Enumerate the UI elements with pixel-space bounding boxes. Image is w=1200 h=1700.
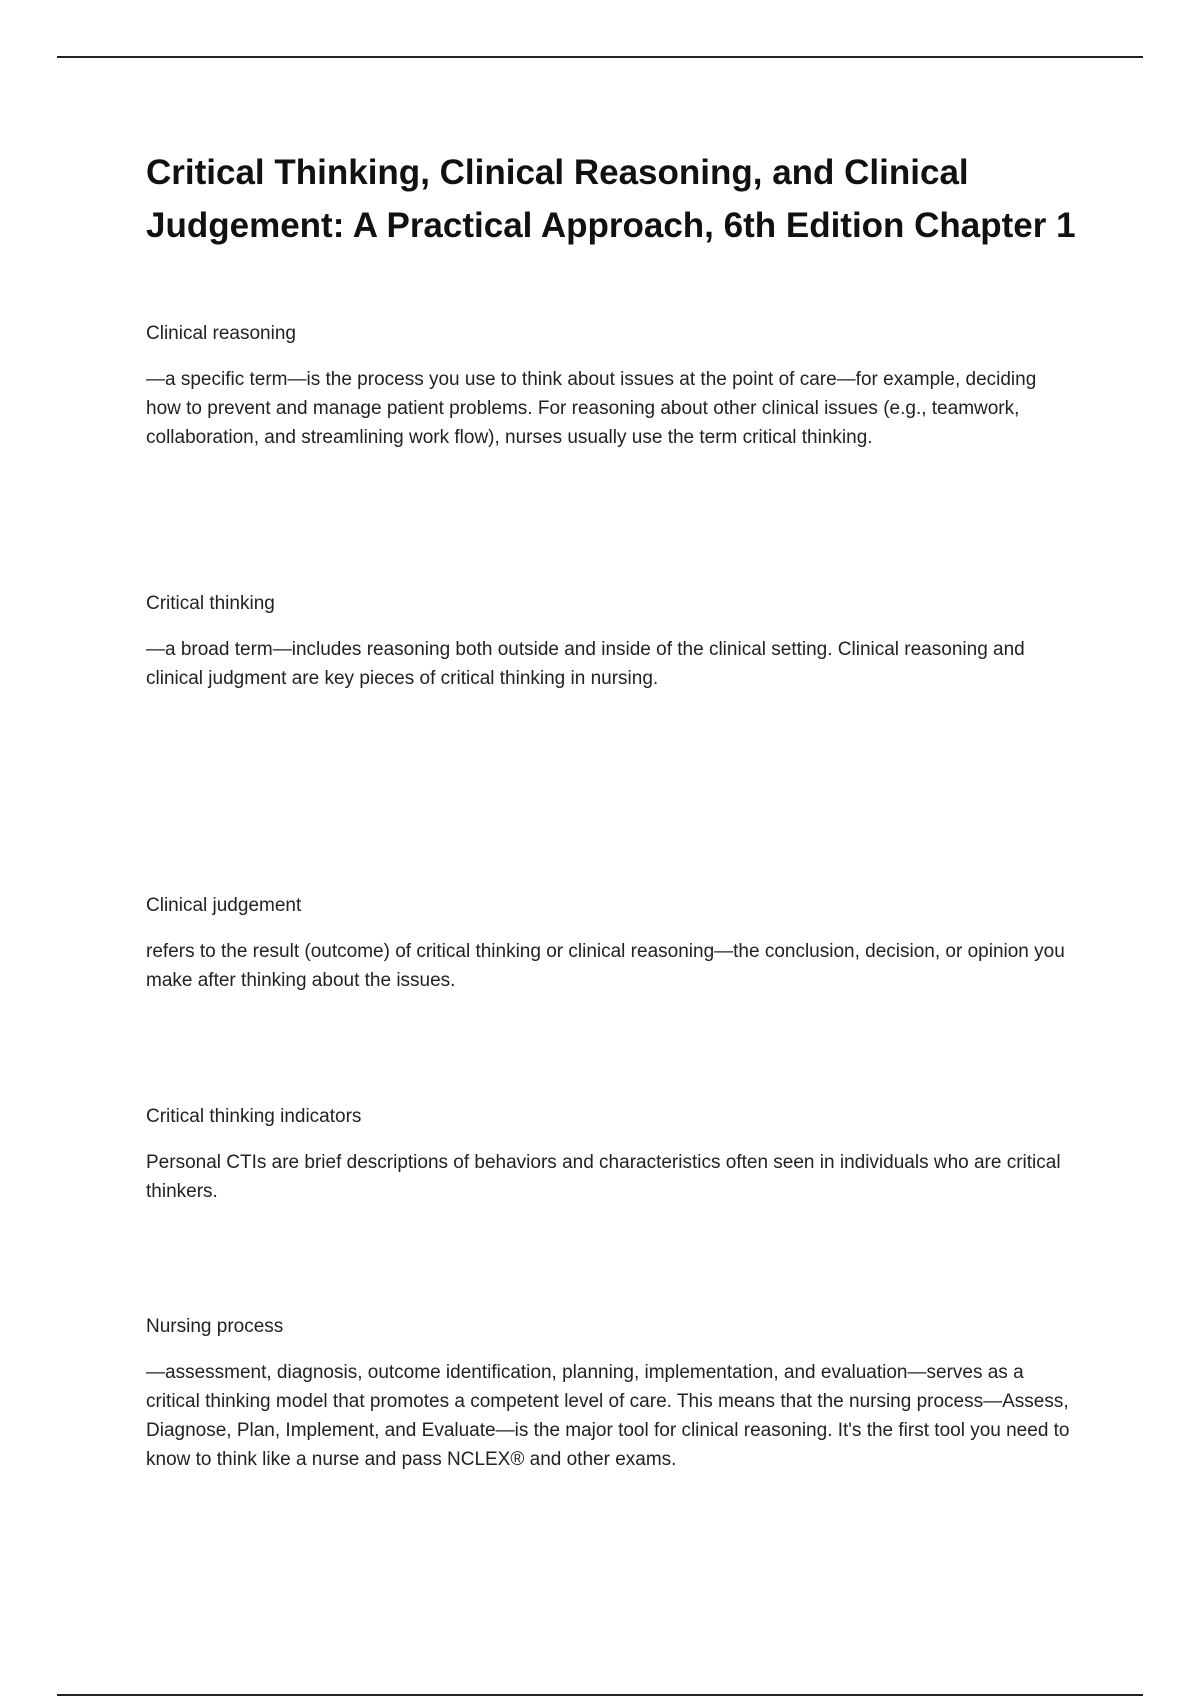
glossary-entry: [146, 893, 1076, 995]
bottom-rule: [57, 1694, 1143, 1696]
glossary-entry: [146, 321, 1076, 452]
entry-definition: refers to the result (outcome) of critical thinking or clinical reasoning—the conclusion, decision, or opinion you make after thinking about the issues.: [146, 941, 1065, 991]
entry-definition: —a specific term—is the process you use to think about issues at the point of care—for example, deciding how to prevent and manage patient problems. For reasoning about other clinical issues (e.g., teamwork, collaboration, and streamlining work flow), nurses usually use the term critical thinking.: [146, 369, 1037, 448]
glossary-entry: [146, 1314, 1076, 1474]
glossary-entry: [146, 1104, 1076, 1206]
entry-term: Clinical reasoning: [146, 323, 296, 344]
entry-term: Nursing process: [146, 1316, 284, 1337]
top-rule: [57, 56, 1143, 58]
glossary-entry: [146, 591, 1076, 693]
document-title: Critical Thinking, Clinical Reasoning, and Clinical Judgement: A Practical Approach, 6th Edition Chapter 1: [146, 153, 1076, 245]
entry-term: Critical thinking indicators: [146, 1106, 362, 1127]
entry-term: Clinical judgement: [146, 895, 302, 916]
entry-definition: —a broad term—includes reasoning both outside and inside of the clinical setting. Clinical reasoning and clinical judgment are key pieces of critical thinking in nursing.: [146, 639, 1025, 689]
entry-term: Critical thinking: [146, 593, 275, 614]
entry-definition: Personal CTIs are brief descriptions of behaviors and characteristics often seen in individuals who are critical thinkers.: [146, 1152, 1061, 1202]
entry-definition: —assessment, diagnosis, outcome identification, planning, implementation, and evaluation—serves as a critical thinking model that promotes a competent level of care. This means that the nursing process—Assess, Diagnose, Plan, Implement, and Evaluate—is the major tool for clinical reasoning. It's the first tool you need to know to think like a nurse and pass NCLEX® and other exams.: [146, 1362, 1070, 1470]
